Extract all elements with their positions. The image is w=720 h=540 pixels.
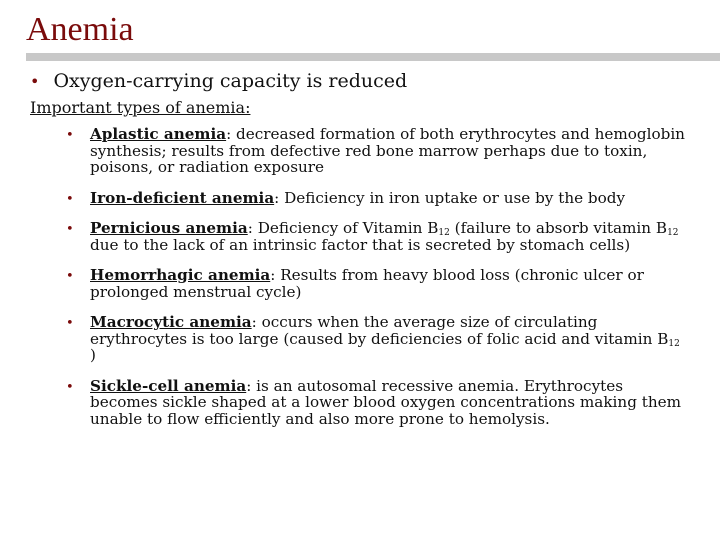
desc-aplastic: : decreased formation of both erythrocytes and hemoglobin synthesis; results from defective red bone marrow perhaps due to toxin, poisons, or radiation exposure	[90, 125, 685, 176]
main-bullet	[30, 69, 407, 94]
bullet-icon: •	[66, 379, 74, 395]
bullet-icon: •	[66, 222, 74, 237]
desc-iron-deficient: : Deficiency in iron uptake or use by the body	[274, 188, 626, 207]
term-iron-deficient: Iron-deficient anemia	[90, 188, 275, 207]
bullet-icon: •	[66, 128, 74, 143]
desc-sickle-cell: : is an autosomal recessive anemia. Erythrocytes becomes sickle shaped at a lower blood oxygen concentrations making them unable to flow efficiently and also more prone to hemolysis.	[90, 376, 682, 428]
bullet-icon: •	[66, 269, 74, 284]
list-item-hemorrhagic	[66, 267, 686, 300]
main-bullet-text: Oxygen-carrying capacity is reduced	[53, 70, 408, 92]
subscript-12: 12	[667, 228, 679, 238]
list-item-iron-deficient	[66, 190, 686, 207]
bullet-icon: •	[66, 316, 74, 331]
desc-hemorrhagic: : Results from heavy blood loss (chronic ulcer or prolonged menstrual cycle)	[90, 266, 644, 301]
desc-pernicious-a: : Deficiency of Vitamin B	[247, 219, 439, 237]
term-hemorrhagic: Hemorrhagic anemia	[90, 266, 271, 284]
desc-macrocytic-a: : occurs when the average size of circulating erythrocytes is too large (caused by deficiencies of folic acid and vitamin B	[90, 313, 669, 348]
desc-pernicious-c: due to the lack of an intrinsic factor that is secreted by stomach cells)	[90, 235, 631, 254]
anemia-types-list	[66, 126, 686, 441]
subscript-12: 12	[438, 228, 450, 238]
bullet-icon: •	[66, 191, 74, 207]
term-sickle-cell: Sickle-cell anemia	[90, 376, 247, 395]
desc-pernicious-b: (failure to absorb vitamin B	[449, 219, 668, 237]
title-divider	[26, 53, 720, 61]
slide-title: Anemia	[26, 11, 134, 48]
term-macrocytic: Macrocytic anemia	[90, 313, 252, 331]
list-item-pernicious	[66, 220, 686, 253]
list-item-macrocytic	[66, 314, 686, 364]
term-pernicious: Pernicious anemia	[90, 219, 248, 237]
subscript-12: 12	[668, 338, 680, 349]
term-aplastic: Aplastic anemia	[90, 125, 227, 143]
list-item-sickle-cell	[66, 378, 686, 428]
desc-macrocytic-b: )	[90, 346, 96, 364]
intro-text: Important types of anemia:	[30, 98, 251, 117]
bullet-icon: •	[30, 72, 40, 91]
list-item-aplastic	[66, 126, 686, 176]
